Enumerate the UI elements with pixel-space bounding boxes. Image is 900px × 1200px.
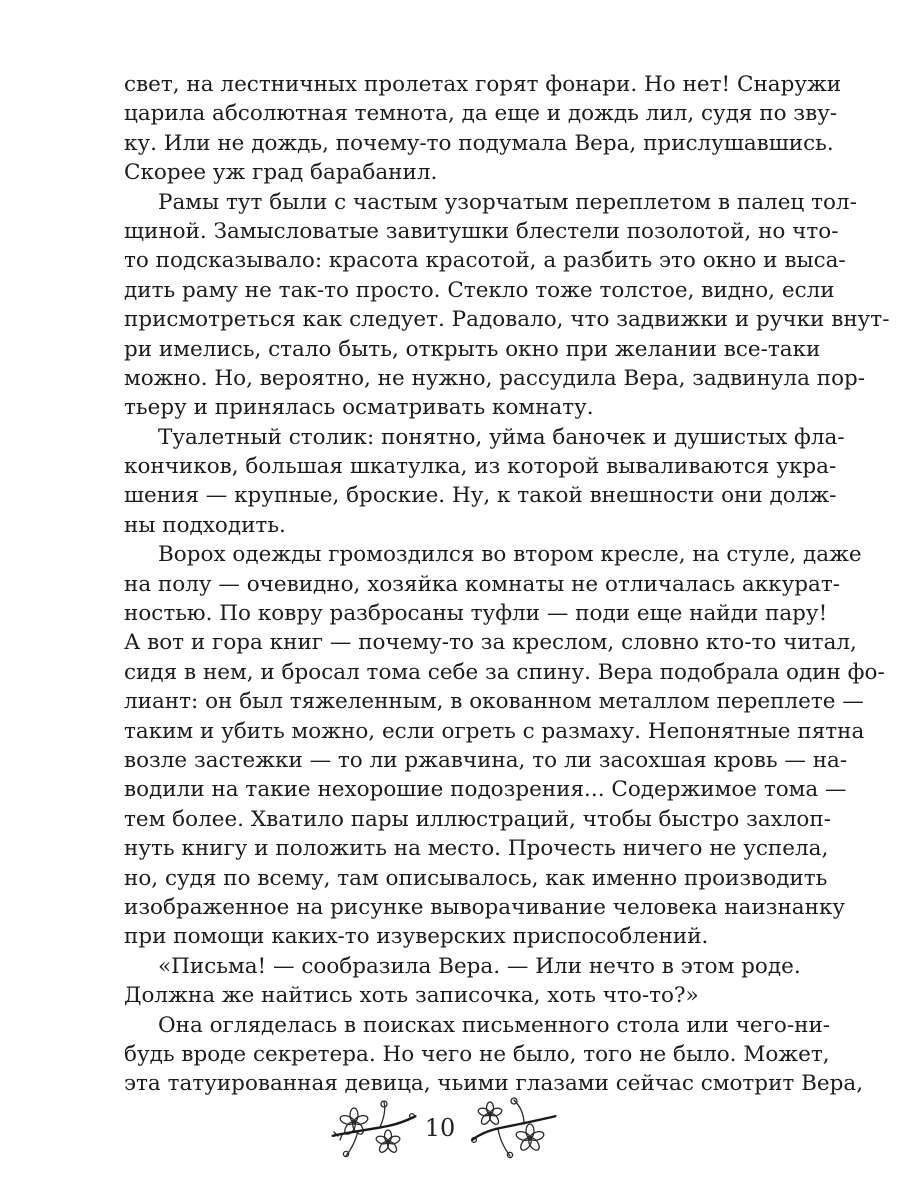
text-line: можно. Но, вероятно, не нужно, рассудила Вера, задвинула пор-: [124, 365, 866, 391]
text-line: щиной. Замысловатые завитушки блестели позолотой, но что-: [124, 218, 839, 244]
text-line: кончиков, большая шкатулка, из которой вываливаются укра-: [124, 454, 837, 480]
text-line: возле застежки — то ли ржавчина, то ли засохшая кровь — на-: [124, 747, 848, 773]
text-line: присмотреться как следует. Радовало, что задвижки и ручки внут-: [124, 307, 890, 333]
text-line: таким и убить можно, если огреть с размаху. Непонятные пятна: [124, 718, 865, 744]
page-footer: [0, 1096, 900, 1166]
text-line: Туалетный столик: понятно, уйма баночек и душистых фла-: [158, 424, 845, 450]
floral-ornament-icon: [470, 1096, 560, 1162]
text-line: на полу — очевидно, хозяйка комнаты не отличалась аккурат-: [124, 571, 840, 597]
book-page-text: [124, 70, 890, 1099]
text-line: Она огляделась в поисках письменного стола или чего-ни-: [158, 1012, 831, 1038]
text-line: А вот и гора книг — почему-то за креслом, словно кто-то читал,: [124, 630, 857, 656]
text-line: дить раму не так-то просто. Стекло тоже толстое, видно, если: [124, 277, 835, 303]
text-line: изображенное на рисунке выворачивание человека наизнанку: [124, 894, 846, 920]
text-line: Рамы тут были с частым узорчатым переплетом в палец тол-: [158, 189, 857, 215]
text-line: сидя в нем, и бросал тома себе за спину. Вера подобрала один фо-: [124, 659, 885, 685]
text-line: свет, на лестничных пролетах горят фонари. Но нет! Снаружи: [124, 72, 842, 97]
text-line: будь вроде секретера. Но чего не было, того не было. Может,: [124, 1041, 830, 1067]
text-line: тьеру и принялась осматривать комнату.: [124, 395, 594, 421]
text-line: нуть книгу и положить на место. Прочесть ничего не успела,: [124, 836, 829, 862]
text-line: Должна же найтись хоть записочка, хоть что-то?»: [124, 983, 699, 1009]
text-line: водили на такие нехорошие подозрения... Содержимое тома —: [124, 777, 847, 803]
text-line: тем более. Хватило пары иллюстраций, чтобы быстро захлоп-: [124, 806, 831, 832]
text-line: ри имелись, стало быть, открыть окно при желании все-таки: [124, 336, 821, 362]
text-line: ны подходить.: [124, 512, 286, 538]
text-line: «Письма! — сообразила Вера. — Или нечто в этом роде.: [158, 953, 801, 979]
text-line: при помощи каких-то изуверских приспособлений.: [124, 924, 709, 950]
text-line: лиант: он был тяжеленным, в окованном металлом переплете —: [124, 689, 864, 715]
text-line: эта татуированная девица, чьими глазами сейчас смотрит Вера,: [124, 1071, 864, 1097]
text-line: ностью. По ковру разбросаны туфли — поди еще найди пару!: [124, 601, 828, 627]
text-line: ку. Или не дождь, почему-то подумала Вера, прислушавшись.: [124, 130, 834, 156]
text-line: Скорее уж град барабанил.: [124, 160, 438, 186]
floral-ornament-icon: [328, 1096, 418, 1162]
text-line: шения — крупные, броские. Ну, к такой внешности они долж-: [124, 483, 837, 509]
text-line: но, судя по всему, там описывалось, как именно производить: [124, 865, 828, 891]
page-number: 10: [424, 1114, 456, 1142]
text-line: царила абсолютная темнота, да еще и дождь лил, судя по зву-: [124, 101, 838, 127]
text-line: Ворох одежды громоздился во втором кресле, на стуле, даже: [158, 542, 862, 568]
text-line: то подсказывало: красота красотой, а разбить это окно и выса-: [124, 248, 846, 274]
